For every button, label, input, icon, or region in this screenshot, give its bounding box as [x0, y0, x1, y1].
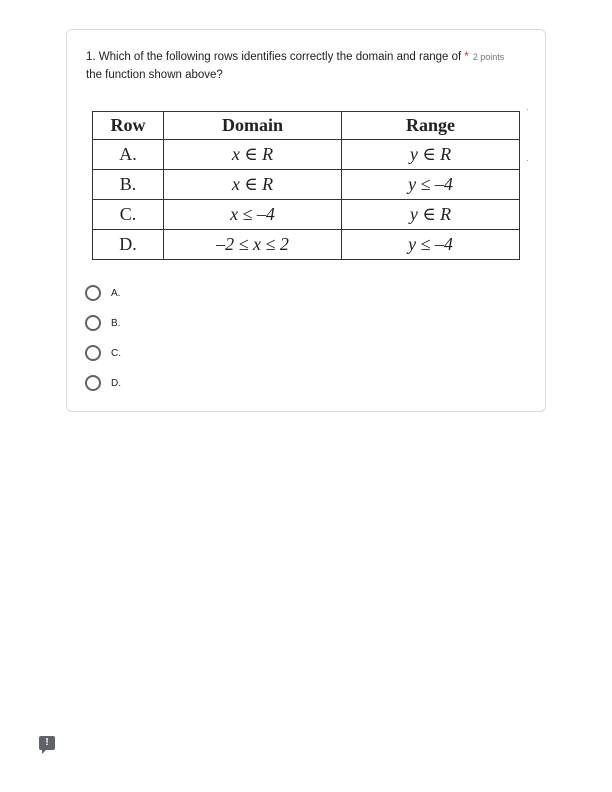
option-c[interactable] [85, 338, 121, 368]
radio-c[interactable] [85, 345, 101, 361]
header-domain: Domain [164, 112, 342, 140]
cell-row: D. [93, 230, 164, 260]
question-line-1: 1. Which of the following rows identifies correctly the domain and range of [86, 51, 462, 63]
cell-range: y ≤ –4 [342, 230, 520, 260]
cell-range: y ≤ –4 [342, 170, 520, 200]
points-label: 2 points [472, 52, 505, 62]
question-card [66, 29, 546, 412]
header-row: Row [93, 112, 164, 140]
header-range: Range [342, 112, 520, 140]
required-marker: * [464, 51, 469, 63]
question-text [86, 48, 534, 84]
cell-row: B. [93, 170, 164, 200]
option-b[interactable] [85, 308, 121, 338]
table-row [93, 170, 520, 200]
cell-domain: –2 ≤ x ≤ 2 [164, 230, 342, 260]
question-line-2: the function shown above? [86, 69, 223, 81]
table-row [93, 140, 520, 170]
cell-range: y ∈ R [342, 200, 520, 230]
cell-domain: x ∈ R [164, 170, 342, 200]
option-a[interactable] [85, 278, 121, 308]
option-b-label: B. [111, 317, 121, 329]
option-d-label: D. [111, 377, 121, 389]
cell-row: C. [93, 200, 164, 230]
cell-range: y ∈ R [342, 140, 520, 170]
option-c-label: C. [111, 347, 121, 359]
table-row [93, 230, 520, 260]
radio-d[interactable] [85, 375, 101, 391]
option-a-label: A. [111, 287, 121, 299]
radio-a[interactable] [85, 285, 101, 301]
artifact-dot [527, 160, 528, 161]
cell-domain: x ≤ –4 [164, 200, 342, 230]
radio-b[interactable] [85, 315, 101, 331]
answer-options [85, 278, 121, 398]
cell-row: A. [93, 140, 164, 170]
table-header-row [93, 112, 520, 140]
option-d[interactable] [85, 368, 121, 398]
report-problem-icon[interactable]: ! [39, 736, 55, 750]
cell-domain: x ∈ R [164, 140, 342, 170]
table-row [93, 200, 520, 230]
question-header [86, 48, 534, 84]
artifact-dot [527, 109, 528, 110]
domain-range-table [92, 111, 520, 260]
